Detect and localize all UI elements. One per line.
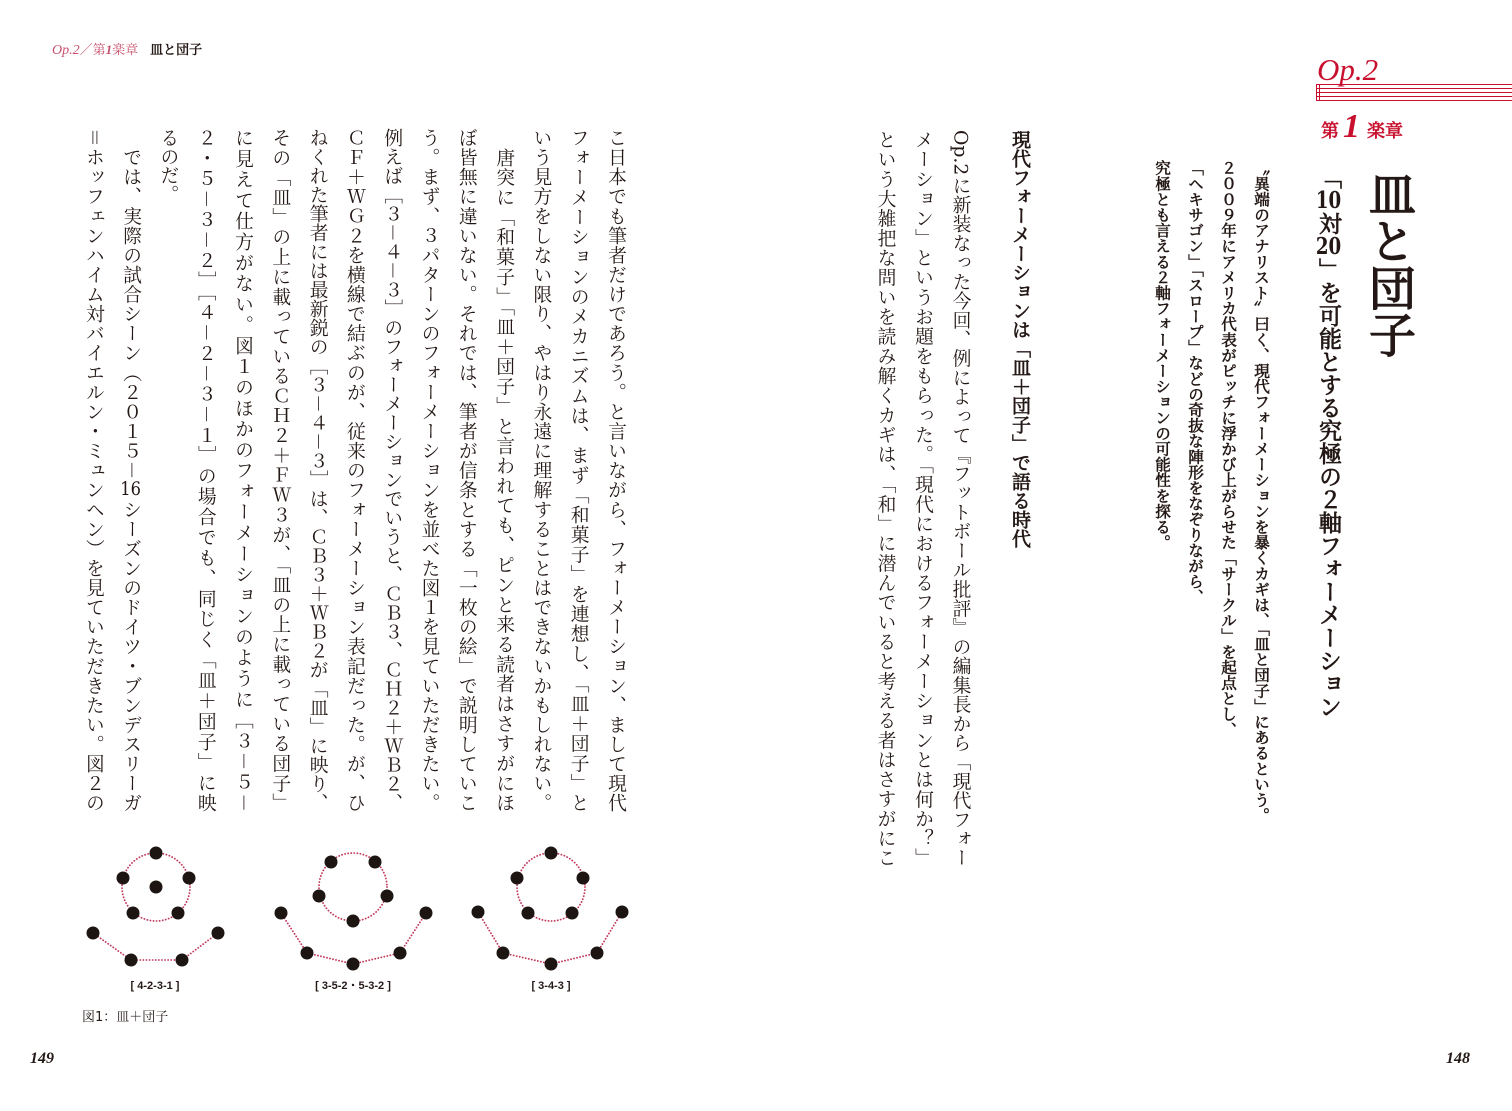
formation-label: [ 3-5-2・5-3-2 ] (315, 980, 391, 992)
player-dot (522, 907, 535, 920)
player-dot (301, 947, 314, 960)
section-heading: 現代フォーメーションは「皿＋団子」で語る時代 (1009, 130, 1031, 548)
player-dot (616, 906, 629, 919)
lead-line: 究極とも言える２軸フォーメーションの可能性を探る。 (1153, 160, 1172, 550)
body-line-tate-chu-yoko: 16 (120, 480, 141, 499)
running-header-chapter-suffix: 楽章 (112, 42, 139, 57)
player-dot (117, 872, 130, 885)
body-line: その「皿」の上に載っているＣＨ２＋ＦＷ３が、「皿の上に載っている団子」 (269, 128, 291, 812)
player-dot (87, 927, 100, 940)
player-dot (313, 890, 326, 903)
body-line: Op.2に新装なった今回、例によって『フットボール批評』の編集長から「現代フォー (949, 130, 971, 867)
right-page-body-text (866, 130, 979, 867)
player-dot (347, 915, 360, 928)
player-dot (150, 881, 163, 894)
body-line: いう見方をしない限り、やはり永遠に理解することはできないかもしれない。 (530, 128, 552, 812)
subtitle-number-b: 20 (1315, 235, 1342, 258)
body-line-part: シーズンのドイツ・ブンデスリーガ (120, 499, 142, 812)
player-dot (577, 872, 590, 885)
player-dot (125, 954, 138, 967)
body-line: ＣＦ＋ＷＧ２を横線で結ぶのが、従来のフォーメーション表記だった。が、ひ (343, 128, 365, 812)
page-number-right: 148 (1446, 1050, 1470, 1067)
player-dot (591, 947, 604, 960)
body-line: ぼ皆無に違いない。それでは、筆者が信条とする「一枚の絵」で説明していこ (455, 128, 477, 812)
player-dot (472, 906, 485, 919)
player-dot (183, 872, 196, 885)
chapter-prefix: 第 (1321, 121, 1339, 142)
formation-label: [ 3-4-3 ] (531, 980, 571, 992)
player-dot (511, 872, 524, 885)
body-line: ２・５－３－２］［４－２－３－１］の場合でも、同じく「皿＋団子」に映 (194, 128, 216, 812)
player-dot (127, 907, 140, 920)
player-dot (347, 958, 360, 971)
body-line: メーション」というお題をもらった。「現代におけるフォーメーションとは何か？」 (912, 130, 933, 867)
player-dot (497, 947, 510, 960)
subtitle-number-a: 10 (1315, 189, 1342, 212)
running-header-chapter-prefix: 第 (92, 42, 106, 57)
lead-line: 〝異端のアナリスト〟曰く、現代フォーメーションを暴くカギは、「皿と団子」にあるという。 (1252, 160, 1271, 823)
body-line: るのだ。 (157, 128, 179, 204)
formation-diagram (472, 847, 629, 971)
body-line: ＝ホッフェンハイム対バイエルン・ミュンヘン）を見ていただきたい。図２の (82, 128, 104, 812)
body-line: 例えば［３－４－３］のフォーメーションでいうと、ＣＢ３、ＣＨ２＋ＷＢ２、 (381, 128, 403, 812)
player-dot (176, 954, 189, 967)
player-dot (394, 947, 407, 960)
player-dot (325, 856, 338, 869)
running-header (52, 42, 202, 59)
running-header-title: 皿と団子 (150, 42, 203, 57)
lead-text (1146, 160, 1278, 860)
player-dot (172, 907, 185, 920)
figure-caption: 図1：皿＋団子 (82, 1010, 169, 1025)
player-dot (545, 958, 558, 971)
body-line: フォーメーションのメカニズムは、まず「和菓子」を連想し、「皿＋団子」と (567, 128, 589, 812)
player-dot (275, 907, 288, 920)
body-line: という大雑把な問いを読み解くカギは、「和」に潜んでいると考える者はさすがにこ (874, 130, 896, 867)
body-line: う。まず、３パターンのフォーメーションを並べた図１を見ていただきたい。 (418, 128, 440, 812)
body-line: 唐突に「和菓子」「皿＋団子」と言われても、ピンと来る読者はさすがにほ (493, 128, 515, 812)
running-header-series: Op.2 (52, 43, 80, 58)
body-line (112, 128, 149, 812)
chapter-suffix: 楽章 (1367, 121, 1403, 142)
lead-line: 「ヘキサゴン」「スロープ」などの奇抜な陣形をなぞりながら、 (1186, 160, 1205, 605)
player-dot (381, 890, 394, 903)
player-dot (150, 847, 163, 860)
chapter-label (1321, 109, 1403, 145)
back-line-link-dotted (478, 912, 622, 964)
ring-link-dotted (517, 853, 585, 921)
back-line-link-dotted (93, 933, 218, 960)
back-line-link-dotted (281, 913, 426, 964)
player-dot (566, 907, 579, 920)
body-line: に見えて仕方がない。図１のほかのフォーメーションのように［３－５－ (232, 128, 254, 812)
page-number-left: 149 (30, 1050, 54, 1067)
running-header-chapter-number: 1 (105, 42, 113, 57)
chapter-title: 皿と団子 (1361, 170, 1416, 358)
formation-label: [ 4-2-3-1 ] (130, 980, 180, 992)
player-dot (212, 927, 225, 940)
left-page-body-text (74, 128, 634, 812)
ring-link-dotted (319, 853, 387, 921)
series-mark: Op.2 (1317, 52, 1379, 87)
chapter-number: 1 (1343, 108, 1360, 145)
ring-link-dotted (122, 853, 190, 921)
subtitle-open-bracket: 「 (1315, 166, 1342, 189)
lead-line: ２００９年にアメリカ代表がピッチに浮かび上がらせた「サークル」を起点とし、 (1219, 160, 1238, 738)
player-dot (420, 907, 433, 920)
running-header-separator: ／ (79, 42, 93, 57)
body-line-part: では、実際の試合シーン（２０１５－ (120, 128, 142, 480)
formation-diagram (275, 853, 433, 971)
body-line: ねくれた筆者には最新鋭の［３－４－３］は、ＣＢ３＋ＷＢ２が「皿」に映り、 (306, 128, 328, 812)
formation-diagram (87, 847, 225, 967)
player-dot (369, 856, 382, 869)
player-dot (545, 847, 558, 860)
chapter-subtitle (1315, 166, 1341, 736)
body-line: こ日本でも筆者だけであろう。と言いながら、フォーメーション、まして現代 (605, 128, 626, 812)
subtitle-rest: 」を可能とする究極の２軸フォーメーション (1315, 258, 1342, 718)
subtitle-versus: 対 (1315, 212, 1342, 235)
staff-lines-ornament (1315, 83, 1512, 102)
